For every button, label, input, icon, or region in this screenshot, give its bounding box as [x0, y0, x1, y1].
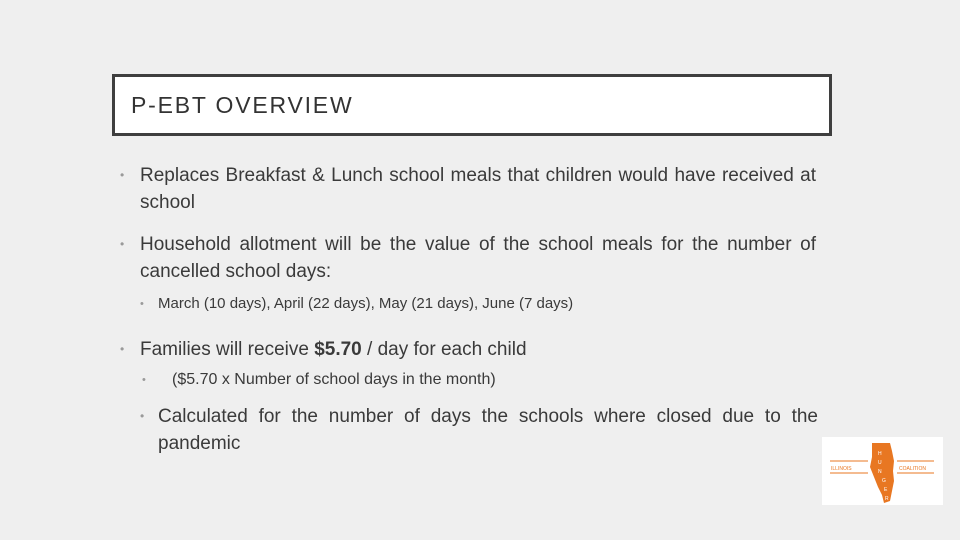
logo-letter: G — [882, 478, 886, 484]
slide-title: P-EBT OVERVIEW — [131, 92, 354, 118]
bullet-dot: • — [140, 409, 145, 423]
bullet-text: Replaces Breakfast & Lunch school meals that children would have received at school — [140, 165, 816, 213]
bullet-dot: • — [142, 374, 146, 386]
bullet-text-pre: Families will receive — [140, 339, 315, 360]
logo-left-text: ILLINOIS — [831, 466, 852, 472]
sub-bullet-months — [140, 293, 818, 315]
bullet-dot: • — [120, 237, 125, 251]
logo-letter: H — [878, 451, 882, 457]
sub-bullet-text: Calculated for the number of days the schools where closed due to the pandemic — [158, 406, 818, 454]
logo-letter: E — [884, 487, 888, 493]
title-box — [112, 74, 832, 136]
sub-bullet-calculated — [140, 403, 818, 457]
logo-graphic — [822, 437, 943, 505]
illinois-state-shape — [870, 443, 894, 503]
logo-letter: R — [885, 496, 889, 502]
bullet-replaces-meals — [120, 162, 816, 216]
bullet-text-post: / day for each child — [361, 339, 527, 360]
bullet-text: Household allotment will be the value of the school meals for the number of cancelled school days: — [140, 234, 816, 282]
bullet-families-receive — [120, 336, 816, 363]
logo-letter: N — [878, 469, 882, 475]
logo-letter: U — [878, 460, 882, 466]
logo-right-text: COALITION — [899, 466, 926, 472]
bullet-dot: • — [120, 342, 125, 356]
sub-bullet-text: March (10 days), April (22 days), May (21 days), June (7 days) — [158, 295, 574, 312]
sub-bullet-text: ($5.70 x Number of school days in the month) — [172, 371, 496, 388]
bullet-household-allotment — [120, 231, 816, 285]
amount-per-day: $5.70 — [314, 339, 362, 360]
bullet-dot: • — [140, 298, 144, 310]
bullet-dot: • — [120, 168, 125, 182]
illinois-hunger-coalition-logo — [822, 437, 943, 505]
sub-bullet-formula — [142, 369, 812, 391]
